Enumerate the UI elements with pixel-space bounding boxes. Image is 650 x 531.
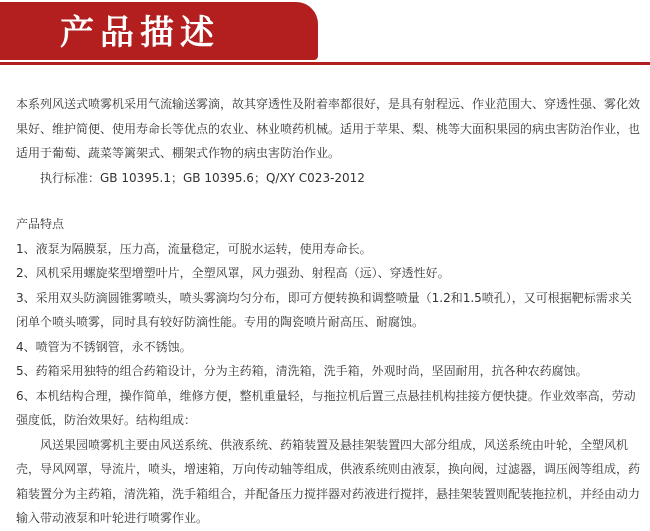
header-divider xyxy=(0,62,650,65)
feature-item: 2、风机采用螺旋桨型增塑叶片，全塑风罩，风力强劲、射程高（远）、穿透性好。 xyxy=(16,266,450,280)
feature-item: 5、药箱采用独特的组合药箱设计，分为主药箱，清洗箱，洗手箱，外观时尚，坚固耐用，抗各种农药腐蚀。 xyxy=(16,364,588,378)
section-header xyxy=(0,0,650,62)
product-description xyxy=(16,92,641,531)
spacer xyxy=(16,190,641,212)
feature-item: 1、液泵为隔膜泵，压力高，流量稳定，可脱水运转，使用寿命长。 xyxy=(16,241,372,256)
feature-item: 4、喷管为不锈钢管，永不锈蚀。 xyxy=(16,339,192,354)
feature-item: 3、采用双头防滴圆锥雾喷头，喷头雾滴均匀分布，即可方便转换和调整喷量（1.2和1.5喷孔），又可根据靶标需求关闭单个喷头喷雾，同时具有较好防滴性能。专用的陶瓷喷片耐高压、耐腐蚀。 xyxy=(16,290,632,329)
standard-line: 执行标准：GB 10395.1；GB 10395.6；Q/XY C023-2012 xyxy=(40,170,365,185)
header-banner xyxy=(0,2,318,60)
features-title: 产品特点 xyxy=(16,217,65,231)
feature-item: 6、本机结构合理，操作简单，维修方便，整机重量轻，与拖拉机后置三点悬挂机构挂接方便快捷。作业效率高，劳动强度低，防治效果好。结构组成： xyxy=(16,388,636,427)
section-title: 产品描述 xyxy=(60,13,220,53)
structure-paragraph: 风送果园喷雾机主要由风送系统、供液系统、药箱装置及悬挂架装置四大部分组成，风送系统由叶轮，全塑风机壳，导风网罩，导流片，喷头，增速箱，万向传动轴等组成，供液系统则由液泵，换向阀，过滤器，调压阀等组成，药箱装置分为主药箱，清洗箱，洗手箱组合，并配备压力搅拌器对药液进行搅拌，悬挂架装置则配装拖拉机，并经由动力输入带动液泵和叶轮进行喷雾作业。 xyxy=(16,437,641,525)
intro-paragraph: 本系列风送式喷雾机采用气流输送雾滴，故其穿透性及附着率都很好，是具有射程远、作业范围大、穿透性强、雾化效果好、维护简便、使用寿命长等优点的农业、林业喷药机械。适用于苹果、梨、桃等大面积果园的病虫害防治作业，也适用于葡萄、蔬菜等篱架式、棚架式作物的病虫害防治作业。 xyxy=(16,97,641,160)
